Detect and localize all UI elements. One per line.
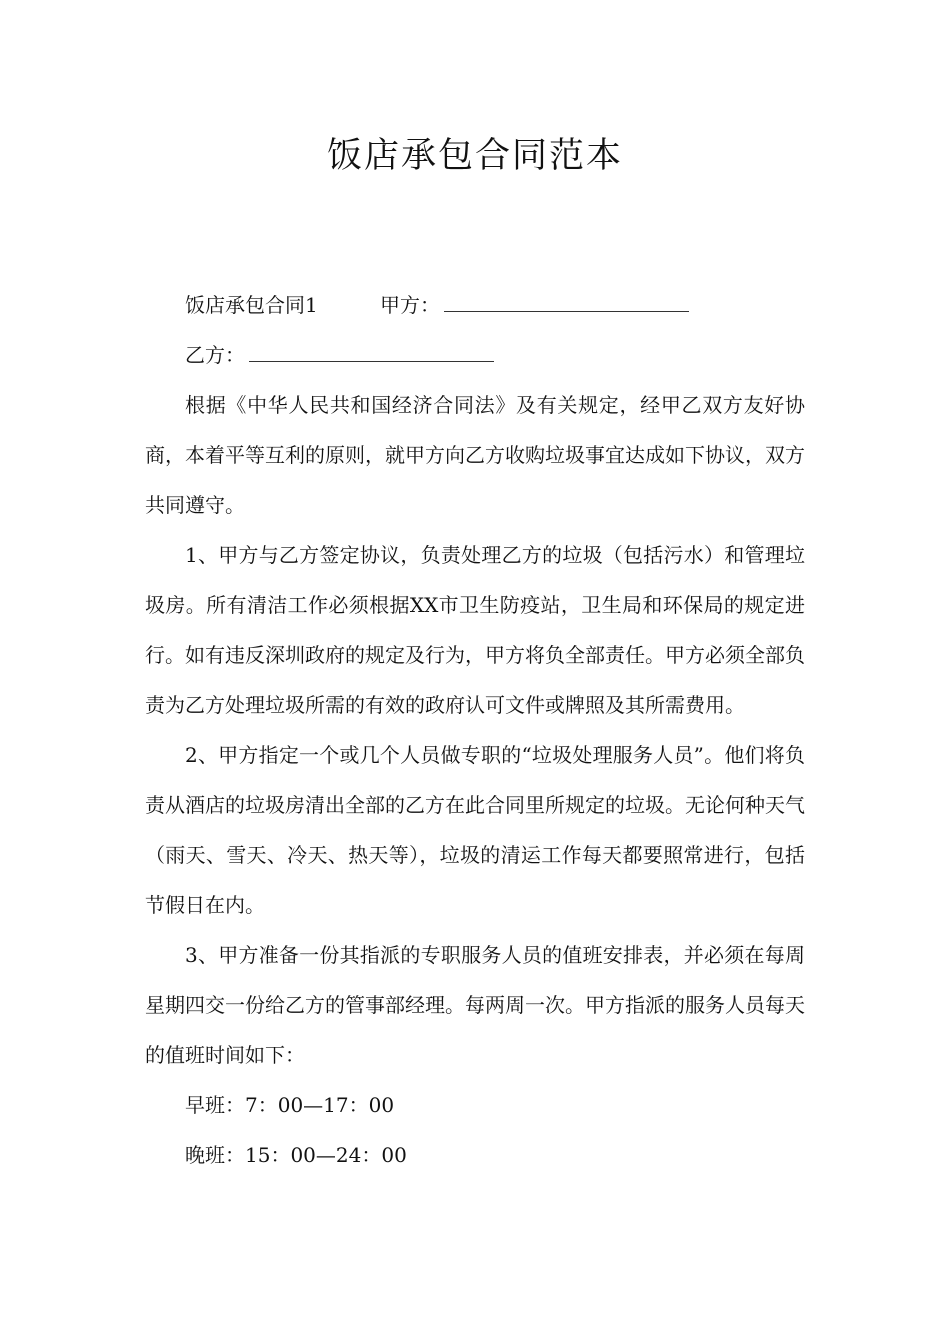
party-a-line [145, 280, 805, 330]
party-b-line [145, 330, 805, 380]
party-a-label: 甲方： [380, 293, 440, 317]
paragraph-clause-2: 2、甲方指定一个或几个人员做专职的“垃圾处理服务人员”。他们将负责从酒店的垃圾房清出全部的乙方在此合同里所规定的垃圾。无论何种天气（雨天、雪天、冷天、热天等），垃圾的清运工作每天都要照常进行，包括节假日在内。 [145, 743, 805, 917]
paragraph-intro: 根据《中华人民共和国经济合同法》及有关规定，经甲乙双方友好协商，本着平等互利的原则，就甲方向乙方收购垃圾事宜达成如下协议，双方共同遵守。 [145, 393, 805, 517]
document-body [145, 280, 805, 1180]
paragraph-clause-3: 3、甲方准备一份其指派的专职服务人员的值班安排表，并必须在每周星期四交一份给乙方的管事部经理。每两周一次。甲方指派的服务人员每天的值班时间如下： [145, 943, 805, 1067]
contract-name: 饭店承包合同1 [185, 293, 318, 317]
party-b-blank [249, 341, 494, 362]
paragraph-clause-1: 1、甲方与乙方签定协议，负责处理乙方的垃圾（包括污水）和管理垃圾房。所有清洁工作必须根据XX市卫生防疫站，卫生局和环保局的规定进行。如有违反深圳政府的规定及行为，甲方将负全部责任。甲方必须全部负责为乙方处理垃圾所需的有效的政府认可文件或牌照及其所需费用。 [145, 543, 805, 717]
shift-morning: 早班：7：00—17：00 [185, 1093, 395, 1117]
party-a-blank [444, 291, 689, 312]
party-b-label: 乙方： [185, 343, 245, 367]
shift-evening: 晚班：15：00—24：00 [185, 1143, 407, 1167]
document-title: 饭店承包合同范本 [326, 136, 623, 176]
